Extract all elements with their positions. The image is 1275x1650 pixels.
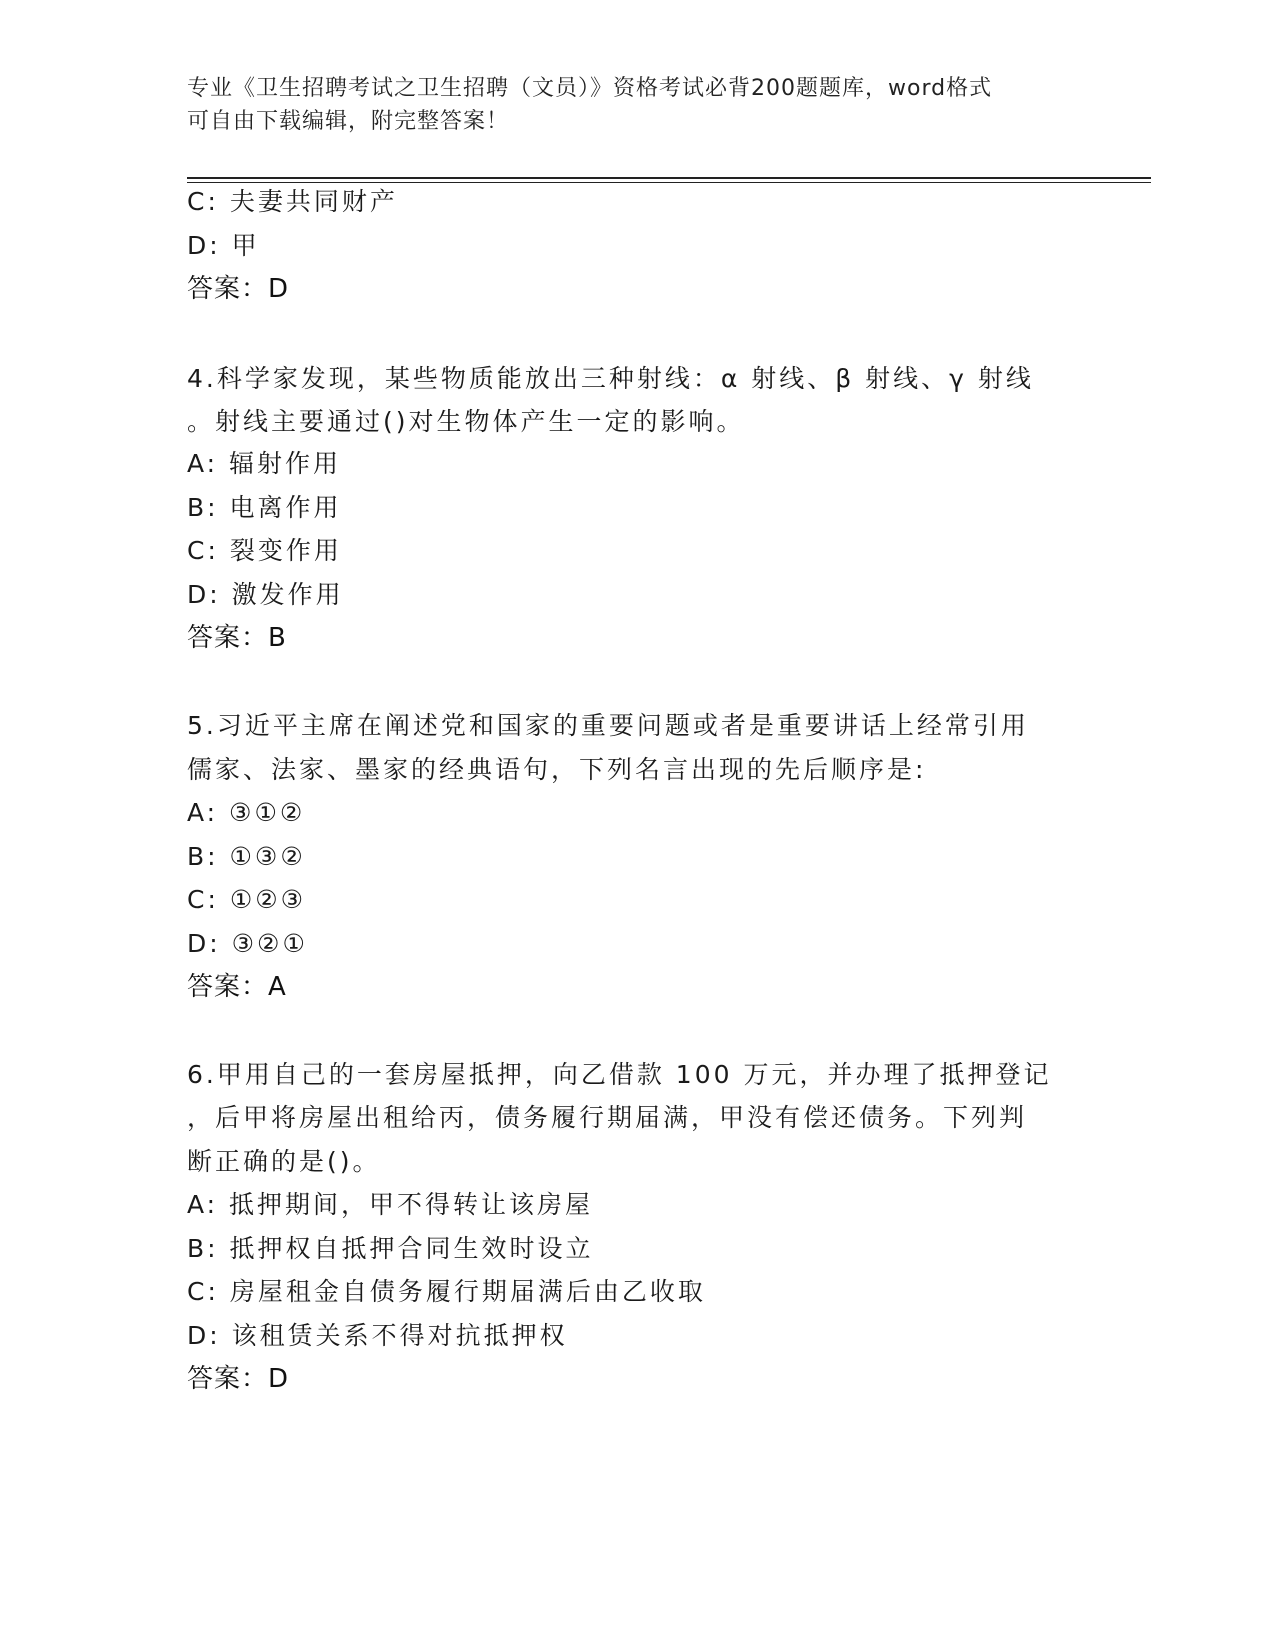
- header-divider-thin: [187, 182, 1151, 183]
- q5-answer: 答案：A: [187, 972, 287, 1002]
- q5-option-b: B: ①③②: [187, 842, 306, 871]
- q4-option-d: D: 激发作用: [187, 580, 344, 609]
- document-header: [187, 72, 1087, 138]
- header-line-2: 可自由下载编辑，附完整答案！: [187, 109, 510, 134]
- q4-option-a: A: 辐射作用: [187, 449, 342, 478]
- q3-option-d: D: 甲: [187, 231, 260, 260]
- q5-option-d: D: ③②①: [187, 929, 308, 958]
- header-divider-thick: [187, 177, 1151, 179]
- q6-option-b: B: 抵押权自抵押合同生效时设立: [187, 1234, 594, 1263]
- q6-stem-line-2: ，后甲将房屋出租给丙，债务履行期届满，甲没有偿还债务。下列判: [187, 1103, 1028, 1132]
- q4-answer: 答案：B: [187, 623, 287, 653]
- q3-answer: 答案：D: [187, 274, 290, 304]
- q5-stem-line-2: 儒家、法家、墨家的经典语句，下列名言出现的先后顺序是:: [187, 755, 927, 784]
- q3-option-c: C: 夫妻共同财产: [187, 187, 398, 216]
- q5-option-a: A: ③①②: [187, 798, 306, 827]
- q6-option-a: A: 抵押期间，甲不得转让该房屋: [187, 1190, 594, 1219]
- q5-stem-line-1: 5.习近平主席在阐述党和国家的重要问题或者是重要讲话上经常引用: [187, 711, 1029, 740]
- q4-option-b: B: 电离作用: [187, 493, 342, 522]
- q6-stem-line-1: 6.甲用自己的一套房屋抵押，向乙借款 100 万元，并办理了抵押登记: [187, 1060, 1052, 1089]
- q4-option-c: C: 裂变作用: [187, 536, 342, 565]
- q5-option-c: C: ①②③: [187, 885, 307, 914]
- q6-option-c: C: 房屋租金自债务履行期届满后由乙收取: [187, 1277, 706, 1306]
- q6-option-d: D: 该租赁关系不得对抗抵押权: [187, 1321, 568, 1350]
- q6-answer: 答案：D: [187, 1364, 290, 1394]
- q4-stem-line-1: 4.科学家发现，某些物质能放出三种射线：α 射线、β 射线、γ 射线: [187, 364, 1034, 393]
- header-line-1: 专业《卫生招聘考试之卫生招聘（文员）》资格考试必背200题题库，word格式: [187, 76, 993, 101]
- q6-stem-line-3: 断正确的是()。: [187, 1147, 381, 1176]
- q4-stem-line-2: 。射线主要通过()对生物体产生一定的影响。: [187, 407, 745, 436]
